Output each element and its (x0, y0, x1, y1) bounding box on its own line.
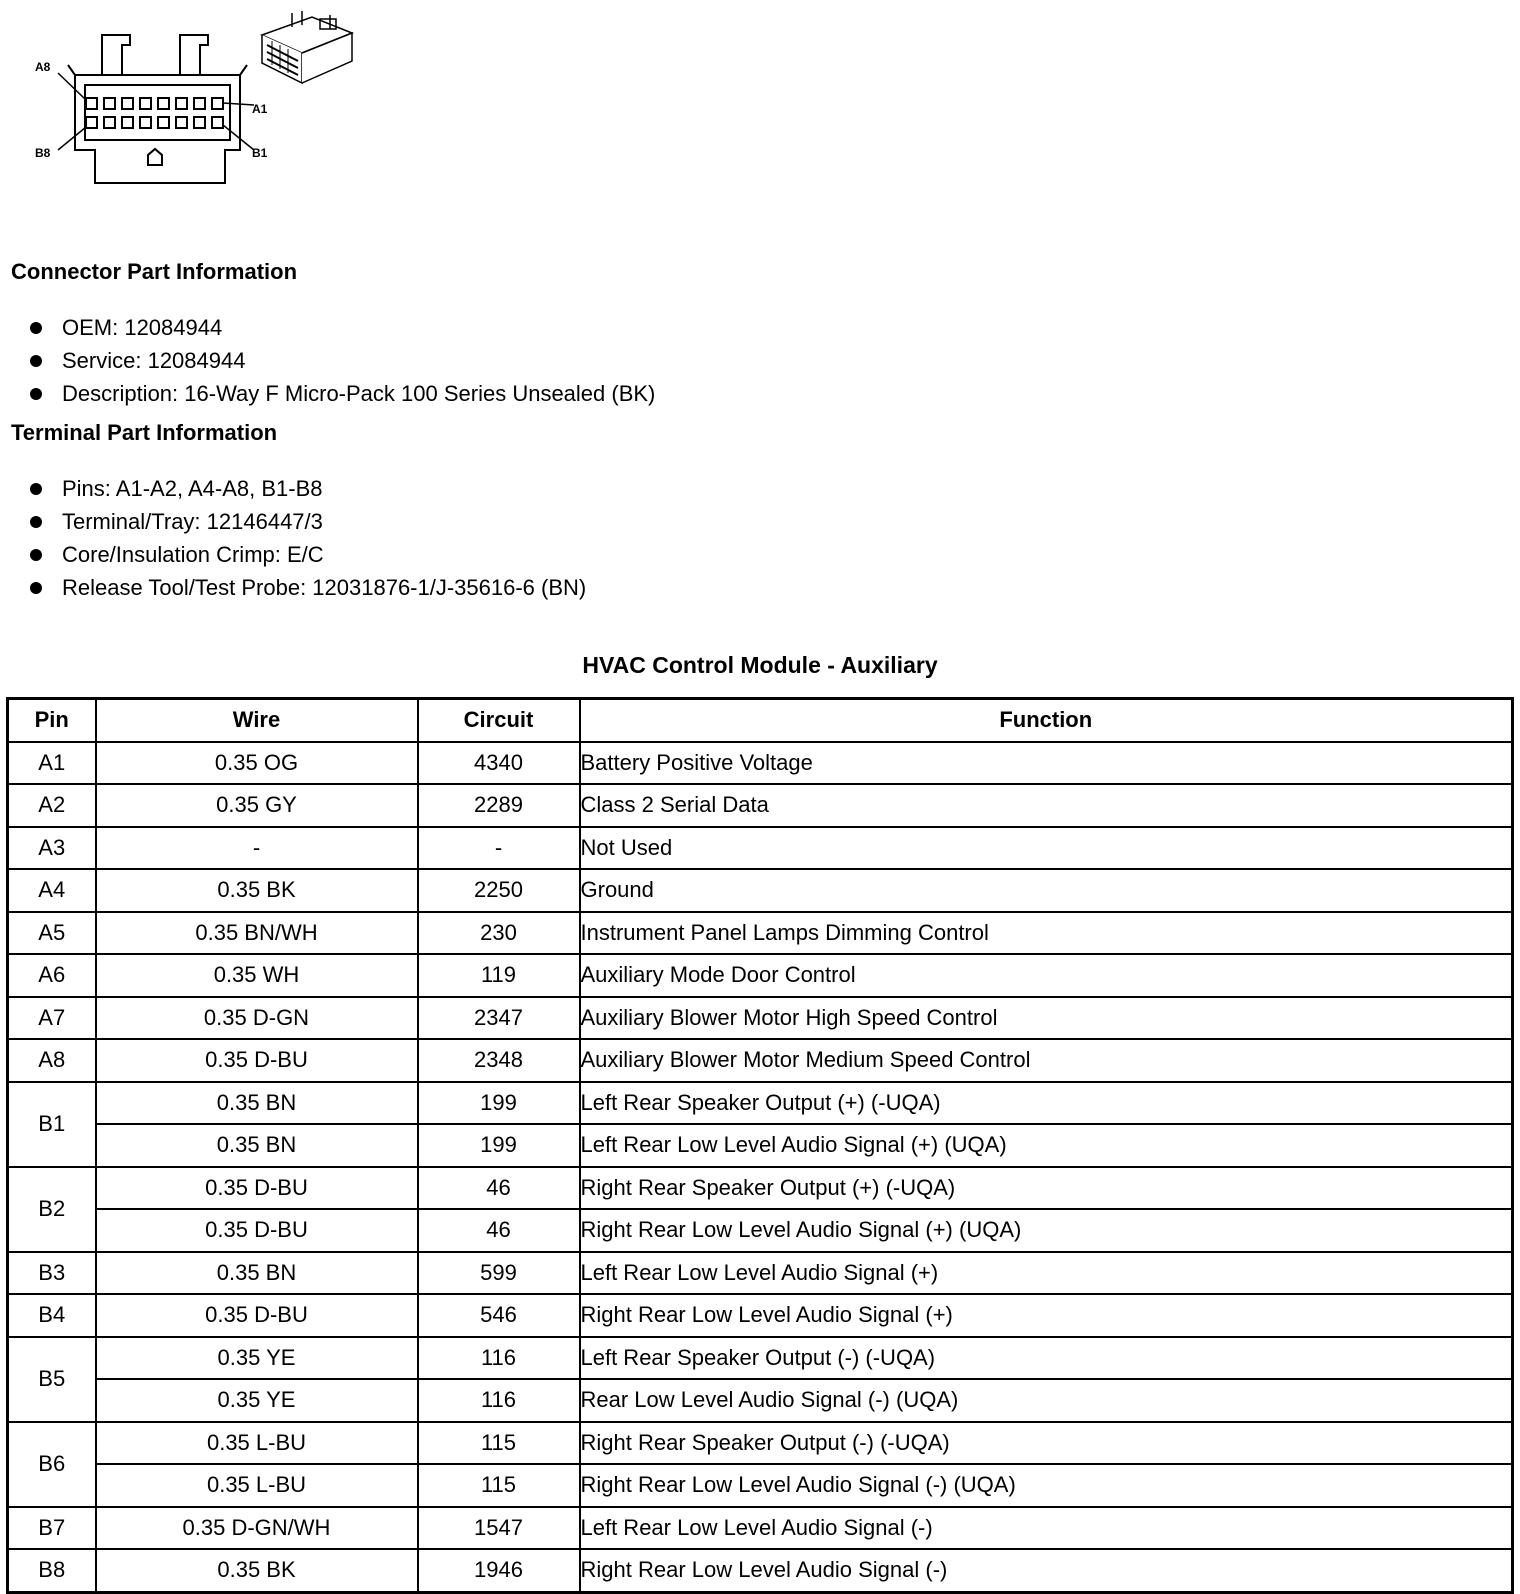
connector-thumbnail (262, 11, 352, 83)
cell-wire: 0.35 D-BU (96, 1209, 418, 1252)
terminal-info-item: Terminal/Tray: 12146447/3 (28, 505, 586, 538)
cell-function: Left Rear Speaker Output (-) (-UQA) (580, 1337, 1513, 1380)
header-function: Function (580, 699, 1513, 742)
terminal-info-item: Release Tool/Test Probe: 12031876-1/J-35616-6 (BN) (28, 571, 586, 604)
cell-function: Right Rear Low Level Audio Signal (-) (580, 1549, 1513, 1592)
table-row (8, 1422, 1513, 1465)
cell-wire: 0.35 GY (96, 784, 418, 827)
connector-info-item: Description: 16-Way F Micro-Pack 100 Series Unsealed (BK) (28, 377, 655, 410)
table-row (8, 869, 1513, 912)
cell-circuit: 230 (418, 912, 580, 955)
cell-wire: 0.35 BN (96, 1252, 418, 1295)
cell-circuit: 1946 (418, 1549, 580, 1592)
cell-wire: - (96, 827, 418, 870)
cell-wire: 0.35 BN (96, 1082, 418, 1125)
cell-circuit: 116 (418, 1337, 580, 1380)
cell-wire: 0.35 BK (96, 1549, 418, 1592)
cell-pin: B2 (8, 1167, 96, 1252)
cell-circuit: 1547 (418, 1507, 580, 1550)
cell-wire: 0.35 BK (96, 869, 418, 912)
cell-pin: B1 (8, 1082, 96, 1167)
cell-wire: 0.35 YE (96, 1379, 418, 1422)
connector-info-list (28, 311, 655, 410)
cell-circuit: 115 (418, 1464, 580, 1507)
table-row (8, 1337, 1513, 1380)
cell-function: Right Rear Speaker Output (+) (-UQA) (580, 1167, 1513, 1210)
cell-function: Left Rear Low Level Audio Signal (-) (580, 1507, 1513, 1550)
cell-function: Left Rear Low Level Audio Signal (+) (UQA) (580, 1124, 1513, 1167)
connector-diagram (30, 5, 370, 195)
cell-wire: 0.35 D-BU (96, 1039, 418, 1082)
cell-circuit: 2289 (418, 784, 580, 827)
pin-row-a (86, 98, 223, 109)
header-circuit: Circuit (418, 699, 580, 742)
table-row (8, 954, 1513, 997)
cell-function: Rear Low Level Audio Signal (-) (UQA) (580, 1379, 1513, 1422)
cell-pin: B8 (8, 1549, 96, 1592)
cell-pin: A3 (8, 827, 96, 870)
cell-function: Left Rear Speaker Output (+) (-UQA) (580, 1082, 1513, 1125)
label-a1: A1 (252, 102, 268, 116)
cell-function: Left Rear Low Level Audio Signal (+) (580, 1252, 1513, 1295)
cell-wire: 0.35 WH (96, 954, 418, 997)
cell-function: Ground (580, 869, 1513, 912)
cell-function: Auxiliary Mode Door Control (580, 954, 1513, 997)
cell-pin: A2 (8, 784, 96, 827)
table-row (8, 784, 1513, 827)
cell-function: Right Rear Low Level Audio Signal (+) (580, 1294, 1513, 1337)
label-a8: A8 (35, 60, 51, 74)
table-row (8, 827, 1513, 870)
cell-circuit: 116 (418, 1379, 580, 1422)
cell-wire: 0.35 L-BU (96, 1422, 418, 1465)
label-b8: B8 (35, 146, 51, 160)
cell-circuit: 2347 (418, 997, 580, 1040)
cell-circuit: 546 (418, 1294, 580, 1337)
cell-function: Class 2 Serial Data (580, 784, 1513, 827)
table-row (8, 1464, 1513, 1507)
cell-pin: B7 (8, 1507, 96, 1550)
cell-pin: A5 (8, 912, 96, 955)
connector-info-item: Service: 12084944 (28, 344, 655, 377)
table-row (8, 742, 1513, 785)
cell-wire: 0.35 OG (96, 742, 418, 785)
terminal-info-list (28, 472, 586, 604)
cell-circuit: 46 (418, 1209, 580, 1252)
table-row (8, 912, 1513, 955)
pinout-table (6, 697, 1514, 1594)
table-row (8, 1294, 1513, 1337)
cell-pin: B6 (8, 1422, 96, 1507)
cell-function: Auxiliary Blower Motor High Speed Control (580, 997, 1513, 1040)
cell-function: Right Rear Speaker Output (-) (-UQA) (580, 1422, 1513, 1465)
cell-pin: B5 (8, 1337, 96, 1422)
table-row (8, 997, 1513, 1040)
cell-wire: 0.35 D-BU (96, 1294, 418, 1337)
cell-function: Auxiliary Blower Motor Medium Speed Control (580, 1039, 1513, 1082)
table-row (8, 1549, 1513, 1592)
cell-pin: A8 (8, 1039, 96, 1082)
cell-circuit: 199 (418, 1082, 580, 1125)
cell-circuit: 199 (418, 1124, 580, 1167)
label-b1: B1 (252, 146, 268, 160)
table-row (8, 1082, 1513, 1125)
connector-info-item: OEM: 12084944 (28, 311, 655, 344)
cell-pin: A4 (8, 869, 96, 912)
table-row (8, 1379, 1513, 1422)
table-row (8, 1209, 1513, 1252)
table-title: HVAC Control Module - Auxiliary (582, 652, 938, 678)
terminal-info-title: Terminal Part Information (11, 420, 278, 445)
cell-function: Not Used (580, 827, 1513, 870)
cell-pin: A7 (8, 997, 96, 1040)
cell-circuit: 2250 (418, 869, 580, 912)
cell-wire: 0.35 D-BU (96, 1167, 418, 1210)
cell-circuit: 46 (418, 1167, 580, 1210)
cell-wire: 0.35 BN (96, 1124, 418, 1167)
table-row (8, 1167, 1513, 1210)
connector-info-title: Connector Part Information (11, 259, 298, 284)
cell-wire: 0.35 L-BU (96, 1464, 418, 1507)
cell-pin: B3 (8, 1252, 96, 1295)
cell-wire: 0.35 BN/WH (96, 912, 418, 955)
header-wire: Wire (96, 699, 418, 742)
terminal-info-item: Pins: A1-A2, A4-A8, B1-B8 (28, 472, 586, 505)
cell-function: Right Rear Low Level Audio Signal (-) (UQA) (580, 1464, 1513, 1507)
cell-circuit: 2348 (418, 1039, 580, 1082)
pin-row-b (86, 117, 223, 128)
cell-circuit: 115 (418, 1422, 580, 1465)
terminal-info-item: Core/Insulation Crimp: E/C (28, 538, 586, 571)
cell-pin: B4 (8, 1294, 96, 1337)
cell-wire: 0.35 YE (96, 1337, 418, 1380)
cell-wire: 0.35 D-GN (96, 997, 418, 1040)
table-row (8, 1507, 1513, 1550)
cell-circuit: 599 (418, 1252, 580, 1295)
table-row (8, 1252, 1513, 1295)
cell-function: Right Rear Low Level Audio Signal (+) (UQA) (580, 1209, 1513, 1252)
cell-function: Instrument Panel Lamps Dimming Control (580, 912, 1513, 955)
cell-pin: A1 (8, 742, 96, 785)
cell-wire: 0.35 D-GN/WH (96, 1507, 418, 1550)
header-pin: Pin (8, 699, 96, 742)
cell-pin: A6 (8, 954, 96, 997)
cell-circuit: 119 (418, 954, 580, 997)
table-row (8, 1124, 1513, 1167)
table-row (8, 1039, 1513, 1082)
cell-circuit: - (418, 827, 580, 870)
cell-function: Battery Positive Voltage (580, 742, 1513, 785)
table-header-row (8, 699, 1513, 742)
cell-circuit: 4340 (418, 742, 580, 785)
